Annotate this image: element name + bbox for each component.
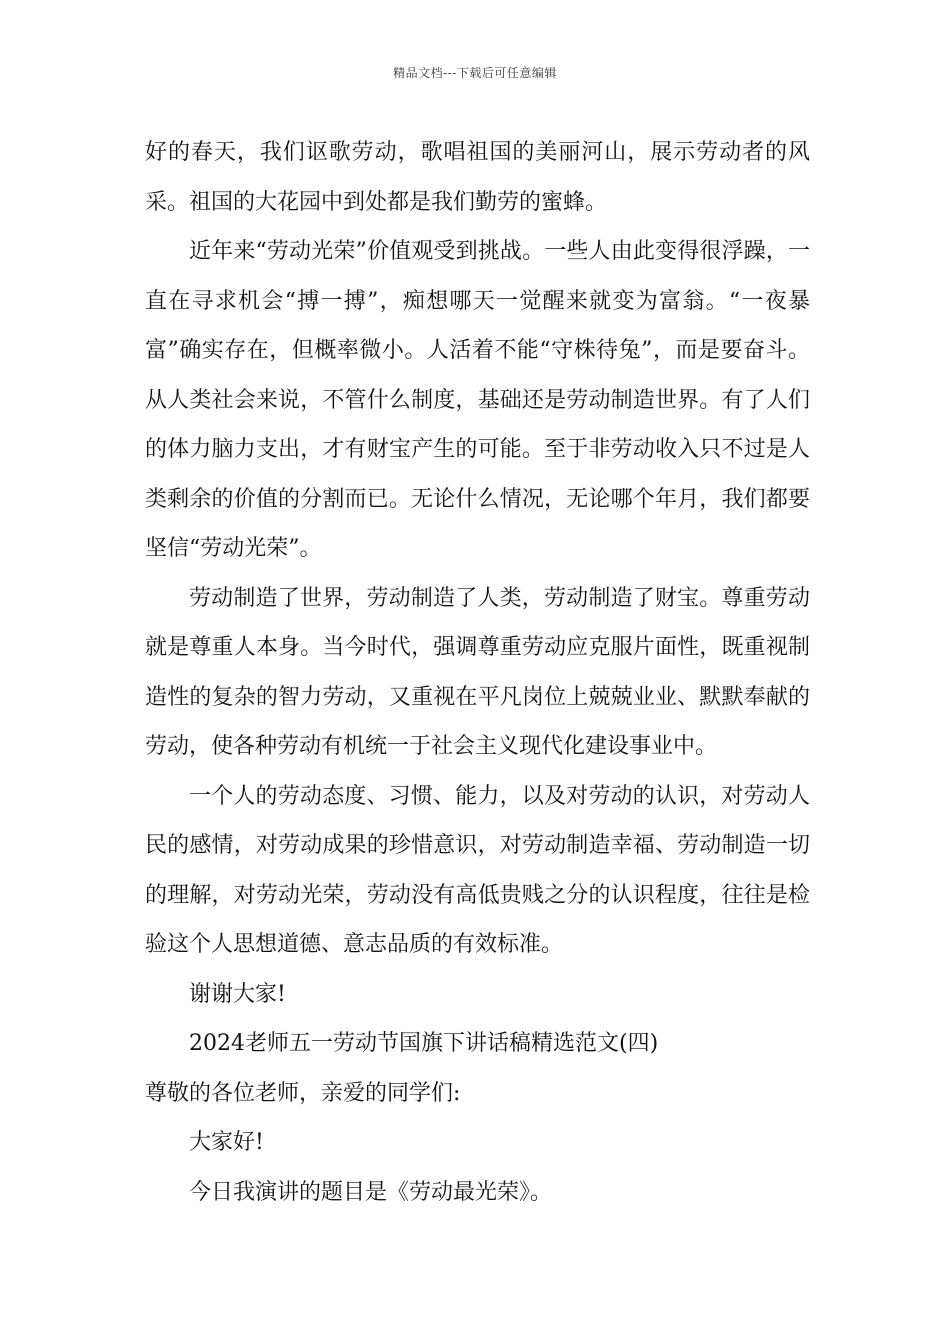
speech-topic: 今日我演讲的题目是《劳动最光荣》。 — [189, 1179, 553, 1205]
section-title: 2024老师五一劳动节国旗下讲话稿精选范文(四) — [189, 1031, 659, 1056]
paragraph-2: 近年来“劳动光荣”价值观受到挑战。一些人由此变得很浮躁，一直在寻求机会“搏一搏”，痴想哪天一觉醒来就变为富翁。“一夜暴富”确实存在，但概率微小。人活着不能“守株待兔”，而是要奋斗。从人类社会来说，不管什么制度，基础还是劳动制造世界。有了人们的体力脑力支出，才有财宝产生的可能。至于非劳动收入只不过是人类剩余的价值的分割而已。无论什么情况，无论哪个年月，我们都要坚信“劳动光荣”。 — [145, 239, 810, 561]
closing-thanks: 谢谢大家! — [189, 981, 286, 1007]
greeting: 大家好! — [189, 1130, 264, 1155]
page-header: 精品文档---下载后可任意编辑 — [393, 66, 557, 80]
salutation: 尊敬的各位老师，亲爱的同学们: — [145, 1080, 461, 1106]
document-body — [145, 128, 810, 1217]
paragraph-4: 一个人的劳动态度、习惯、能力，以及对劳动的认识，对劳动人民的感情，对劳动成果的珍惜意识，对劳动制造幸福、劳动制造一切的理解，对劳动光荣，劳动没有高低贵贱之分的认识程度，往往是检验这个人思想道德、意志品质的有效标准。 — [145, 783, 810, 957]
paragraph-1: 好的春天，我们讴歌劳动，歌唱祖国的美丽河山，展示劳动者的风采。祖国的大花园中到处都是我们勤劳的蜜蜂。 — [145, 140, 810, 215]
paragraph-3: 劳动制造了世界，劳动制造了人类，劳动制造了财宝。尊重劳动就是尊重人本身。当今时代，强调尊重劳动应克服片面性，既重视制造性的复杂的智力劳动，又重视在平凡岗位上兢兢业业、默默奉献的劳动，使各种劳动有机统一于社会主义现代化建设事业中。 — [145, 585, 810, 759]
